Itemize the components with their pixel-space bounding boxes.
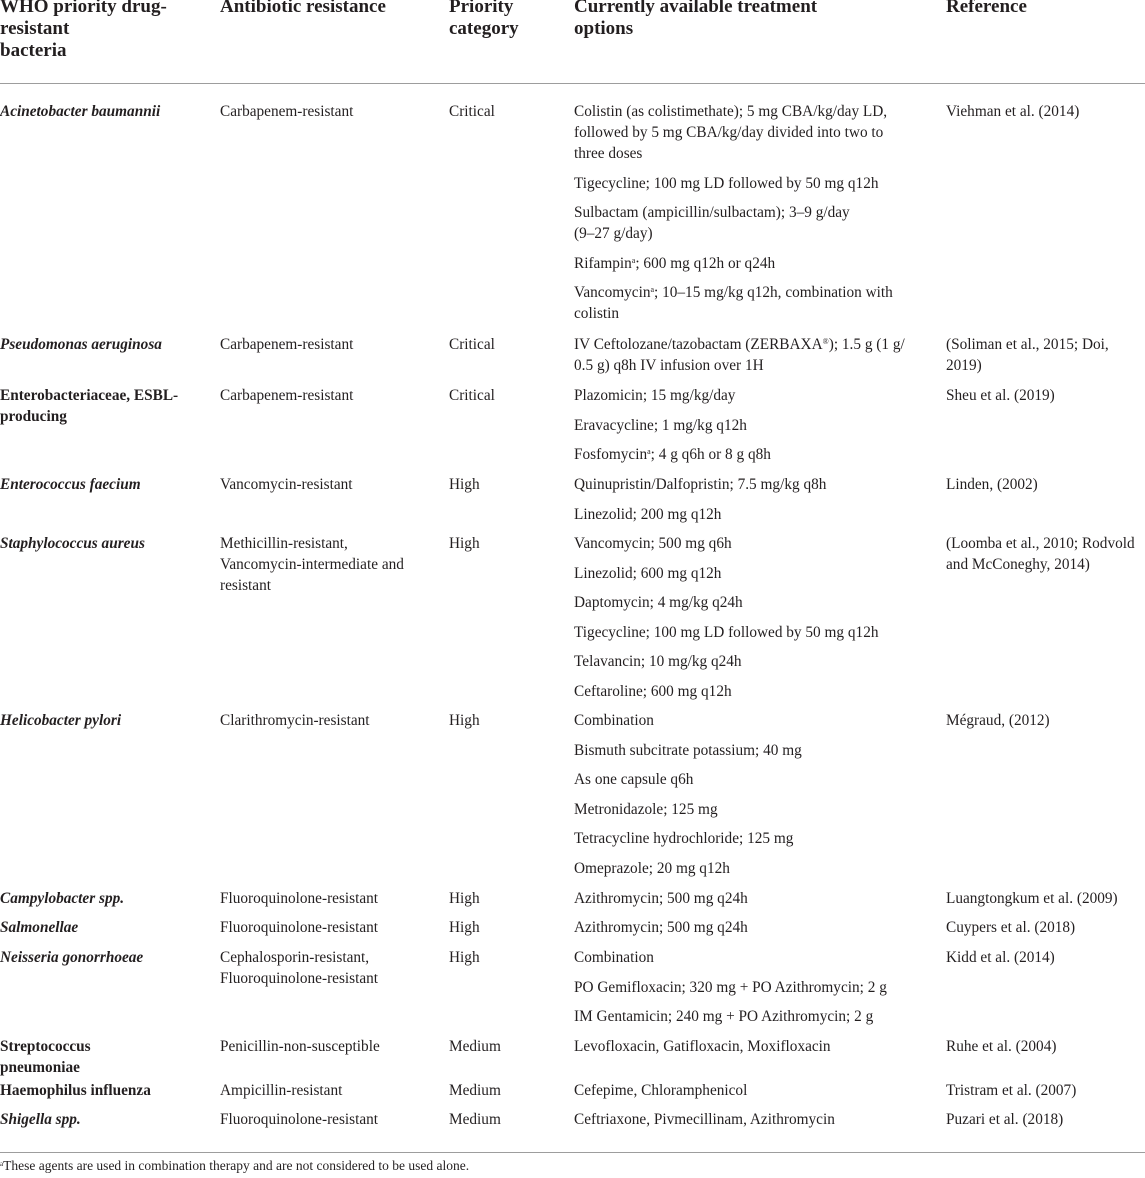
treatment-option: Tigecycline; 100 mg LD followed by 50 mg q12h xyxy=(574,174,879,192)
resistance-cell xyxy=(220,1109,435,1130)
bacteria-cell xyxy=(0,101,205,122)
bacteria-cell xyxy=(0,710,205,731)
priority-cell xyxy=(449,1036,561,1057)
header-bacteria-line: WHO priority drug- xyxy=(0,0,167,17)
treatment-cell xyxy=(574,334,934,376)
treatment-option: Ceftaroline; 600 mg q12h xyxy=(574,682,732,700)
treatment-option: As one capsule q6h xyxy=(574,771,694,788)
reference-cell xyxy=(946,710,1145,731)
resistance-text: Carbapenem-resistant xyxy=(220,387,354,404)
resistance-cell xyxy=(220,1080,435,1101)
bacteria-name: Neisseria gonorrhoeae xyxy=(0,949,144,966)
treatment-option: Omeprazole; 20 mg q12h xyxy=(574,859,730,877)
resistance-cell xyxy=(220,710,435,731)
bacteria-cell xyxy=(0,1109,205,1130)
reference-text: (Soliman et al., 2015; Doi, xyxy=(946,336,1109,353)
reference-text: Viehman et al. (2014) xyxy=(946,103,1080,120)
treatment-option: Levofloxacin, Gatifloxacin, Moxifloxacin xyxy=(574,1038,831,1055)
treatment-option: Azithromycin; 500 mg q24h xyxy=(574,890,748,907)
bacteria-cell xyxy=(0,917,205,938)
bacteria-name: Campylobacter spp. xyxy=(0,890,125,907)
treatment-cell xyxy=(574,1080,934,1101)
reference-cell xyxy=(946,533,1145,575)
reference-text: Ruhe et al. (2004) xyxy=(946,1038,1057,1055)
treatment-option: Plazomicin; 15 mg/kg/day xyxy=(574,387,736,404)
bacteria-name: Enterobacteriaceae, ESBL- xyxy=(0,387,179,404)
reference-cell xyxy=(946,385,1145,406)
treatment-option-cont: followed by 5 mg CBA/kg/day divided into two to xyxy=(574,124,884,141)
treatment-option: Sulbactam (ampicillin/sulbactam); 3–9 g/day xyxy=(574,204,850,221)
treatment-option-cont: colistin xyxy=(574,305,620,322)
treatment-option: PO Gemifloxacin; 320 mg + PO Azithromycin; 2 g xyxy=(574,978,887,996)
reference-text: 2019) xyxy=(946,357,982,374)
resistance-text: resistant xyxy=(220,577,271,594)
resistance-text: Clarithromycin-resistant xyxy=(220,712,370,729)
header-priority xyxy=(449,0,561,40)
reference-text: Mégraud, (2012) xyxy=(946,712,1050,729)
treatment-option: Bismuth subcitrate potassium; 40 mg xyxy=(574,741,802,759)
resistance-text: Fluoroquinolone-resistant xyxy=(220,919,379,936)
reference-text: Cuypers et al. (2018) xyxy=(946,919,1076,936)
bacteria-cell xyxy=(0,385,205,427)
priority-cell xyxy=(449,1080,561,1101)
resistance-cell xyxy=(220,533,435,596)
bacteria-name: Enterococcus faecium xyxy=(0,476,141,493)
treatment-option-cont: (9–27 g/day) xyxy=(574,225,653,242)
bacteria-cell xyxy=(0,888,205,909)
reference-cell xyxy=(946,101,1145,122)
table-footnote: $^a$These agents are used in combination therapy and are not considered to be used alone. xyxy=(0,1158,470,1173)
treatment-option: Metronidazole; 125 mg xyxy=(574,800,718,818)
reference-text: (Loomba et al., 2010; Rodvold xyxy=(946,535,1135,552)
header-priority-line: category xyxy=(449,18,519,39)
resistance-text: Vancomycin-resistant xyxy=(220,476,353,493)
bacteria-name: producing xyxy=(0,408,67,425)
treatment-option: Combination xyxy=(574,712,654,729)
priority-cell xyxy=(449,947,561,968)
resistance-text: Methicillin-resistant, xyxy=(220,535,348,552)
priority-cell xyxy=(449,474,561,495)
priority-text: High xyxy=(449,476,480,493)
resistance-text: Vancomycin-intermediate and xyxy=(220,556,404,573)
resistance-text: Cephalosporin-resistant, xyxy=(220,949,370,966)
priority-cell xyxy=(449,101,561,122)
priority-text: Medium xyxy=(449,1038,501,1055)
reference-cell xyxy=(946,888,1145,909)
treatment-option: Quinupristin/Dalfopristin; 7.5 mg/kg q8h xyxy=(574,476,827,493)
reference-cell xyxy=(946,1109,1145,1130)
treatment-option: IM Gentamicin; 240 mg + PO Azithromycin; 2 g xyxy=(574,1008,874,1025)
treatment-cell xyxy=(574,710,934,879)
bacteria-cell xyxy=(0,474,205,495)
treatment-option: Colistin (as colistimethate); 5 mg CBA/kg/day LD, xyxy=(574,103,888,120)
priority-text: Medium xyxy=(449,1082,501,1099)
header-treatment xyxy=(574,0,934,40)
priority-text: Critical xyxy=(449,103,495,120)
reference-text: Tristram et al. (2007) xyxy=(946,1082,1077,1099)
reference-cell xyxy=(946,917,1145,938)
bacteria-cell xyxy=(0,1036,205,1078)
treatment-option: Azithromycin; 500 mg q24h xyxy=(574,919,748,936)
reference-cell xyxy=(946,947,1145,968)
treatment-cell xyxy=(574,1036,934,1057)
header-priority-line: Priority xyxy=(449,0,514,17)
reference-text: Luangtongkum et al. (2009) xyxy=(946,890,1118,907)
bacteria-cell xyxy=(0,533,205,554)
reference-cell xyxy=(946,1036,1145,1057)
header-reference-text: Reference xyxy=(946,0,1027,17)
priority-cell xyxy=(449,334,561,355)
priority-text: Critical xyxy=(449,387,495,404)
reference-text: and McConeghy, 2014) xyxy=(946,556,1090,573)
reference-text: Sheu et al. (2019) xyxy=(946,387,1055,404)
priority-cell xyxy=(449,1109,561,1130)
priority-cell xyxy=(449,917,561,938)
treatment-option: Vancomycin; 500 mg q6h xyxy=(574,535,732,552)
treatment-cell xyxy=(574,1109,934,1130)
header-resistance xyxy=(220,0,435,18)
header-bacteria xyxy=(0,0,205,62)
treatment-cell xyxy=(574,101,934,324)
treatment-option: Ceftriaxone, Pivmecillinam, Azithromycin xyxy=(574,1111,835,1128)
priority-cell xyxy=(449,710,561,731)
treatment-cell xyxy=(574,533,934,702)
treatment-option: Linezolid; 200 mg q12h xyxy=(574,505,722,523)
bacteria-name: Pseudomonas aeruginosa xyxy=(0,336,162,353)
treatment-option: Eravacycline; 1 mg/kg q12h xyxy=(574,416,747,434)
reference-cell xyxy=(946,1080,1145,1101)
bacteria-cell xyxy=(0,947,205,968)
treatment-option: Vancomycin$^a$; 10–15 mg/kg q12h, combination with xyxy=(574,284,893,301)
reference-text: Kidd et al. (2014) xyxy=(946,949,1055,966)
bacteria-name: Salmonellae xyxy=(0,919,79,936)
resistance-cell xyxy=(220,1036,435,1057)
treatment-cell xyxy=(574,888,934,909)
treatment-option-cont: 0.5 g) q8h IV infusion over 1H xyxy=(574,357,764,374)
resistance-cell xyxy=(220,474,435,495)
treatment-option: IV Ceftolozane/tazobactam (ZERBAXA®); 1.5 g (1 g/ xyxy=(574,336,905,353)
treatment-option: Cefepime, Chloramphenicol xyxy=(574,1082,748,1099)
bacteria-name: Staphylococcus aureus xyxy=(0,535,145,552)
reference-cell xyxy=(946,474,1145,495)
bacteria-name: Haemophilus influenza xyxy=(0,1082,151,1099)
header-bacteria-line: resistant xyxy=(0,18,70,39)
priority-text: Medium xyxy=(449,1111,501,1128)
treatment-option: Fosfomycin$^a$; 4 g q6h or 8 g q8h xyxy=(574,446,771,463)
bacteria-cell xyxy=(0,1080,205,1101)
bacteria-name: Shigella spp. xyxy=(0,1111,81,1128)
priority-text: Critical xyxy=(449,336,495,353)
priority-text: High xyxy=(449,890,480,907)
reference-text: Puzari et al. (2018) xyxy=(946,1111,1064,1128)
priority-cell xyxy=(449,888,561,909)
resistance-text: Fluoroquinolone-resistant xyxy=(220,890,379,907)
treatment-option: Daptomycin; 4 mg/kg q24h xyxy=(574,594,743,611)
header-reference xyxy=(946,0,1145,18)
bacteria-name: Streptococcus xyxy=(0,1038,91,1055)
header-divider xyxy=(0,83,1145,84)
resistance-cell xyxy=(220,917,435,938)
treatment-option-cont: three doses xyxy=(574,145,643,162)
resistance-cell xyxy=(220,947,435,989)
resistance-text: Ampicillin-resistant xyxy=(220,1082,343,1099)
priority-text: High xyxy=(449,712,480,729)
treatment-cell xyxy=(574,385,934,465)
bacteria-cell xyxy=(0,334,205,355)
treatment-option: Linezolid; 600 mg q12h xyxy=(574,564,722,582)
header-resistance-text: Antibiotic resistance xyxy=(220,0,386,17)
priority-cell xyxy=(449,385,561,406)
treatment-option: Tigecycline; 100 mg LD followed by 50 mg q12h xyxy=(574,623,879,641)
treatment-cell xyxy=(574,947,934,1027)
resistance-cell xyxy=(220,888,435,909)
resistance-text: Penicillin-non-susceptible xyxy=(220,1038,380,1055)
resistance-cell xyxy=(220,101,435,122)
treatment-cell xyxy=(574,917,934,938)
resistance-text: Carbapenem-resistant xyxy=(220,103,354,120)
resistance-text: Fluoroquinolone-resistant xyxy=(220,970,379,987)
header-bacteria-line: bacteria xyxy=(0,40,67,61)
treatment-option: Rifampin$^a$; 600 mg q12h or q24h xyxy=(574,254,776,272)
resistance-cell xyxy=(220,385,435,406)
reference-text: Linden, (2002) xyxy=(946,476,1038,493)
priority-text: High xyxy=(449,919,480,936)
header-treatment-line: Currently available treatment xyxy=(574,0,818,17)
treatment-option: Telavancin; 10 mg/kg q24h xyxy=(574,653,742,670)
resistance-text: Fluoroquinolone-resistant xyxy=(220,1111,379,1128)
resistance-cell xyxy=(220,334,435,355)
treatment-option: Tetracycline hydrochloride; 125 mg xyxy=(574,830,794,847)
priority-cell xyxy=(449,533,561,554)
table-bottom-divider xyxy=(0,1152,1145,1153)
resistance-text: Carbapenem-resistant xyxy=(220,336,354,353)
bacteria-name: Acinetobacter baumannii xyxy=(0,103,161,120)
priority-text: High xyxy=(449,535,480,552)
reference-cell xyxy=(946,334,1145,376)
priority-text: High xyxy=(449,949,480,966)
treatment-cell xyxy=(574,474,934,525)
header-treatment-line: options xyxy=(574,18,634,39)
bacteria-name: pneumoniae xyxy=(0,1059,80,1076)
bacteria-name: Helicobacter pylori xyxy=(0,712,122,729)
treatment-option: Combination xyxy=(574,949,654,966)
